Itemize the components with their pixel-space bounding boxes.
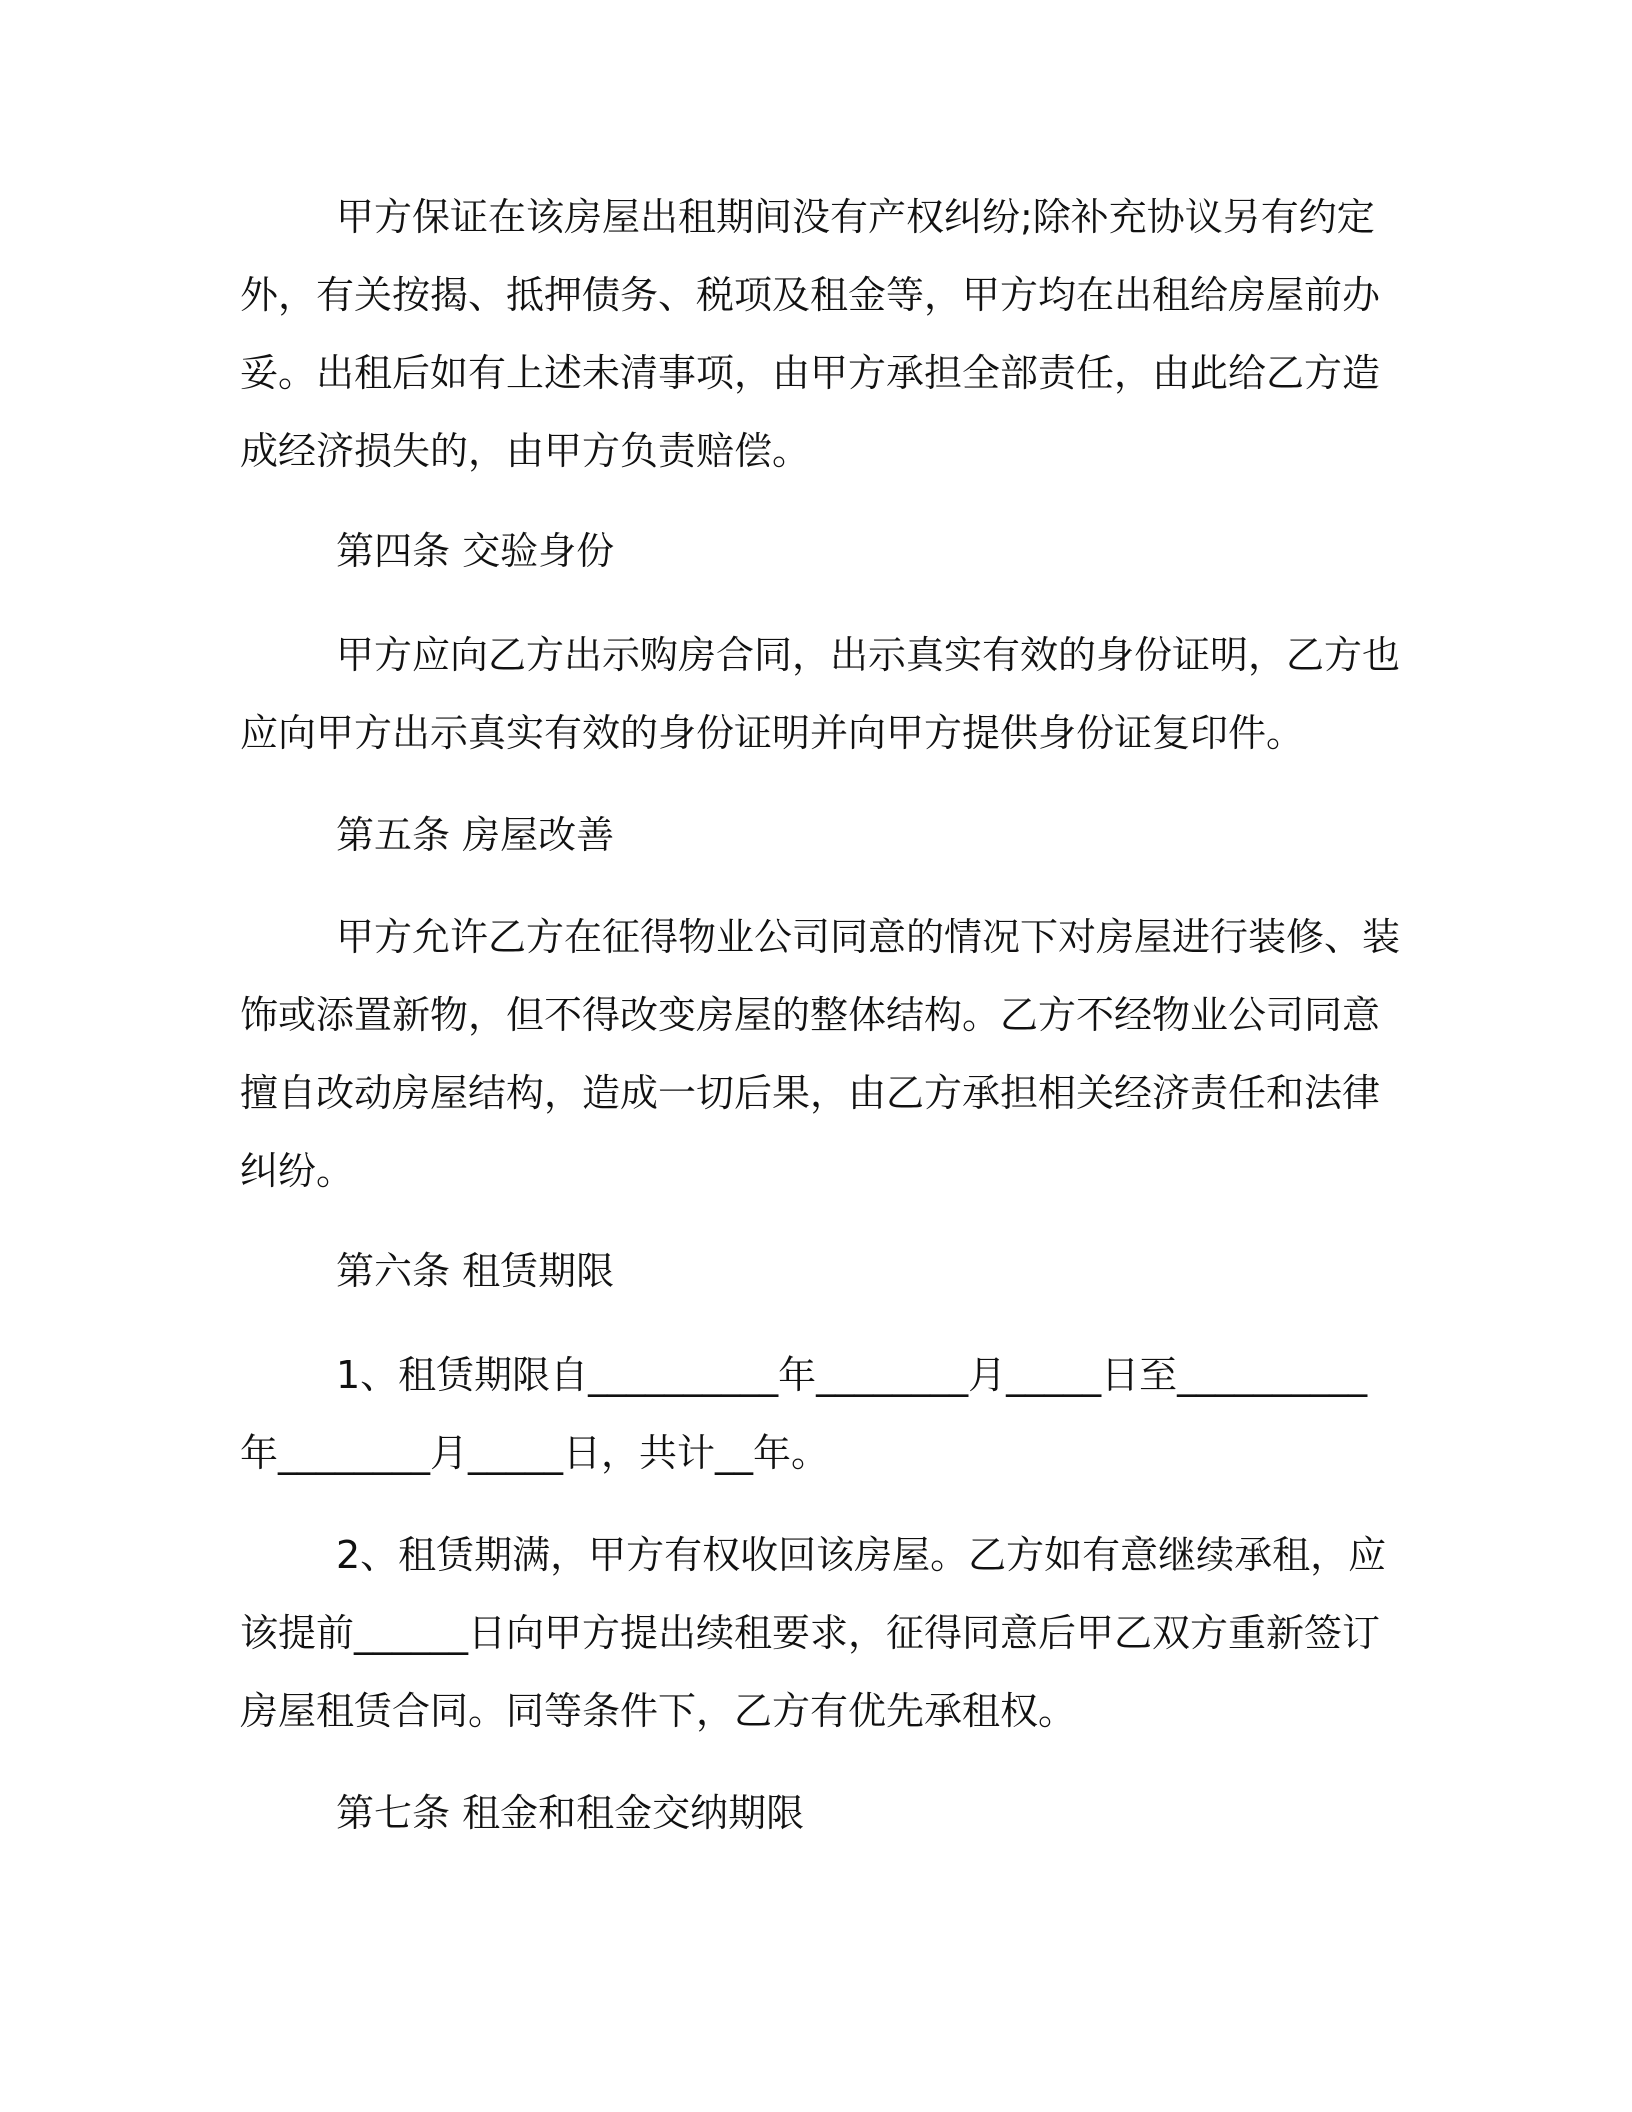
paragraph-line: 该提前______日向甲方提出续租要求，征得同意后甲乙双方重新签订 xyxy=(240,1611,1381,1655)
section-heading: 第七条 租金和租金交纳期限 xyxy=(336,1791,805,1835)
paragraph-line: 甲方保证在该房屋出租期间没有产权纠纷;除补充协议另有约定 xyxy=(336,195,1375,239)
paragraph-line: 甲方应向乙方出示购房合同，出示真实有效的身份证明，乙方也 xyxy=(336,633,1401,677)
section-heading: 第五条 房屋改善 xyxy=(336,813,615,857)
paragraph-line: 应向甲方出示真实有效的身份证明并向甲方提供身份证复印件。 xyxy=(240,711,1305,755)
section-heading: 第四条 交验身份 xyxy=(336,529,615,573)
paragraph-line: 1、租赁期限自__________年________月_____日至__________ xyxy=(336,1353,1368,1397)
paragraph-line: 外，有关按揭、抵押债务、税项及租金等，甲方均在出租给房屋前办 xyxy=(240,273,1381,317)
section-heading: 第六条 租赁期限 xyxy=(336,1249,615,1293)
paragraph-line: 擅自改动房屋结构，造成一切后果，由乙方承担相关经济责任和法律 xyxy=(240,1071,1381,1115)
paragraph-line: 年________月_____日，共计__年。 xyxy=(240,1431,830,1475)
paragraph-line: 纠纷。 xyxy=(240,1149,355,1193)
paragraph-line: 妥。出租后如有上述未清事项，由甲方承担全部责任，由此给乙方造 xyxy=(240,351,1381,395)
paragraph-line: 房屋租赁合同。同等条件下，乙方有优先承租权。 xyxy=(240,1689,1077,1733)
paragraph-line: 成经济损失的，由甲方负责赔偿。 xyxy=(240,429,811,473)
paragraph-line: 2、租赁期满，甲方有权收回该房屋。乙方如有意继续承租，应 xyxy=(336,1533,1387,1577)
paragraph-line: 饰或添置新物，但不得改变房屋的整体结构。乙方不经物业公司同意 xyxy=(240,993,1381,1037)
paragraph-line: 甲方允许乙方在征得物业公司同意的情况下对房屋进行装修、装 xyxy=(336,915,1401,959)
